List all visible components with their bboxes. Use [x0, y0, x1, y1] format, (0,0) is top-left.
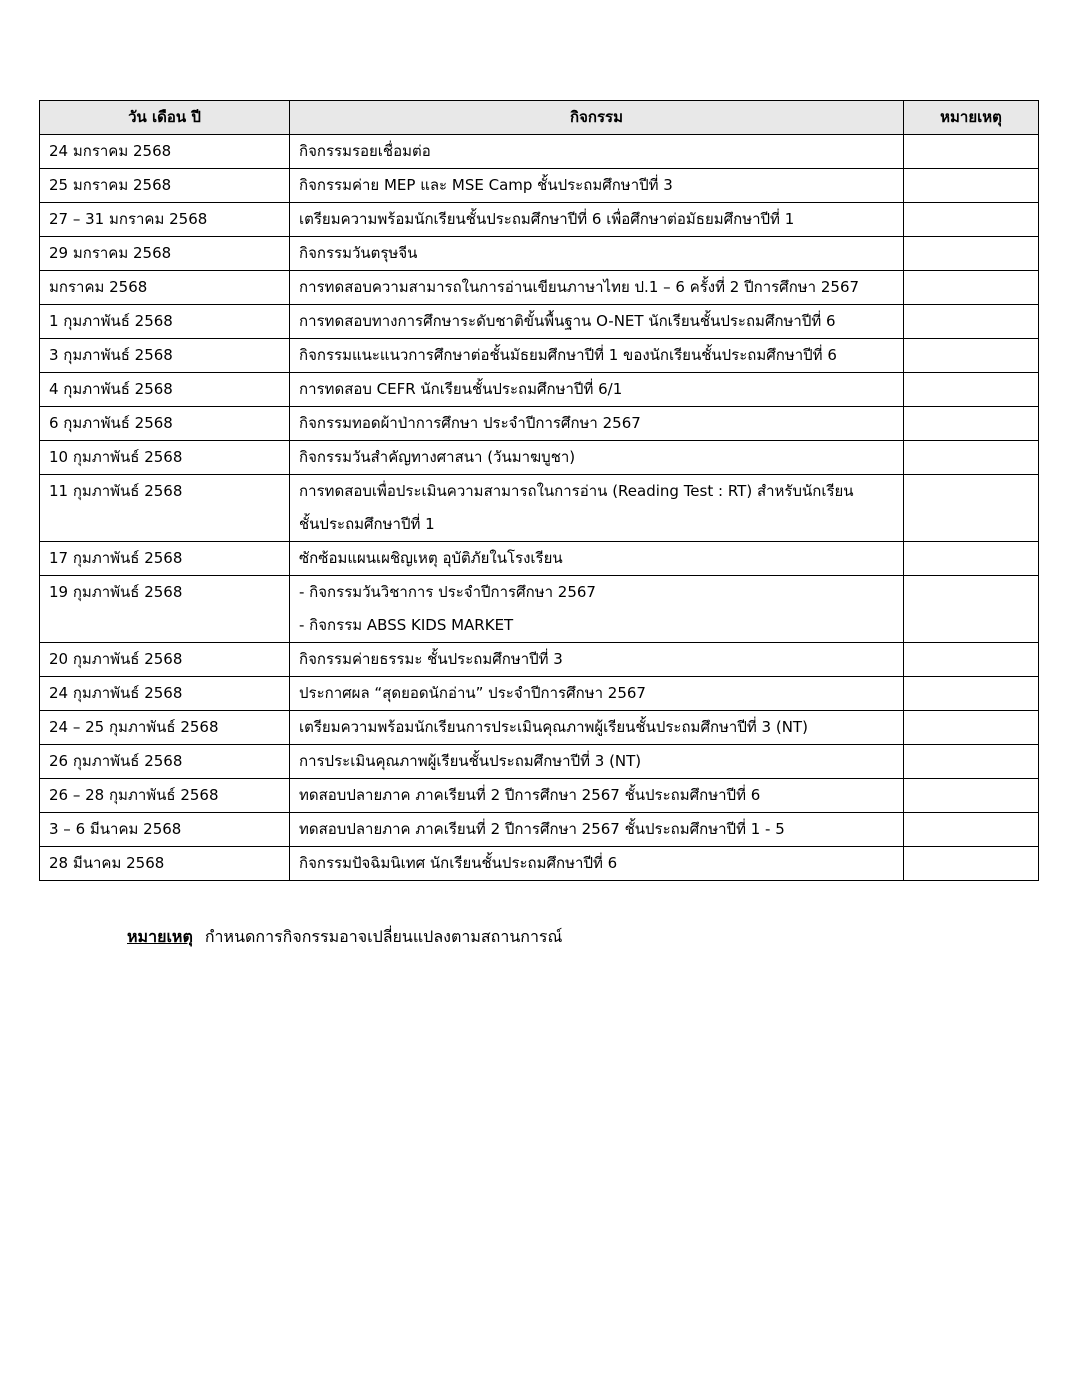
row-date: 17 กุมภาพันธ์ 2568	[40, 542, 290, 576]
row-date: 20 กุมภาพันธ์ 2568	[40, 643, 290, 677]
row-remark	[904, 169, 1039, 203]
row-remark	[904, 305, 1039, 339]
row-remark	[904, 441, 1039, 475]
table-row	[40, 643, 1039, 677]
row-activity	[290, 847, 904, 881]
activity-line: กิจกรรมวันสำคัญทางศาสนา (วันมาฆบูชา)	[299, 448, 576, 466]
row-remark	[904, 475, 1039, 542]
table-row	[40, 441, 1039, 475]
table-row	[40, 779, 1039, 813]
row-activity	[290, 203, 904, 237]
row-activity	[290, 339, 904, 373]
row-remark	[904, 203, 1039, 237]
footnote	[127, 925, 562, 950]
table-row	[40, 711, 1039, 745]
row-date: 6 กุมภาพันธ์ 2568	[40, 407, 290, 441]
row-activity	[290, 576, 904, 643]
activity-line: กิจกรรมรอยเชื่อมต่อ	[299, 142, 431, 160]
table-row	[40, 271, 1039, 305]
row-date: 29 มกราคม 2568	[40, 237, 290, 271]
row-activity	[290, 271, 904, 305]
table-row	[40, 135, 1039, 169]
row-activity	[290, 135, 904, 169]
row-activity	[290, 711, 904, 745]
table-header-row	[40, 101, 1039, 135]
table-row	[40, 542, 1039, 576]
header-remark: หมายเหตุ	[904, 101, 1039, 135]
row-date: 26 กุมภาพันธ์ 2568	[40, 745, 290, 779]
row-date: 24 กุมภาพันธ์ 2568	[40, 677, 290, 711]
row-activity	[290, 407, 904, 441]
row-date: 28 มีนาคม 2568	[40, 847, 290, 881]
row-remark	[904, 779, 1039, 813]
row-date: 19 กุมภาพันธ์ 2568	[40, 576, 290, 643]
row-remark	[904, 643, 1039, 677]
row-date: 3 กุมภาพันธ์ 2568	[40, 339, 290, 373]
activity-line: - กิจกรรมวันวิชาการ ประจำปีการศึกษา 2567	[299, 583, 596, 601]
activity-line: กิจกรรมปัจฉิมนิเทศ นักเรียนชั้นประถมศึกษาปีที่ 6	[299, 854, 618, 872]
activity-line: การทดสอบทางการศึกษาระดับชาติขั้นพื้นฐาน O-NET นักเรียนชั้นประถมศึกษาปีที่ 6	[299, 312, 836, 330]
row-date: 24 – 25 กุมภาพันธ์ 2568	[40, 711, 290, 745]
table-row	[40, 169, 1039, 203]
row-date: 24 มกราคม 2568	[40, 135, 290, 169]
activity-line: กิจกรรมค่าย MEP และ MSE Camp ชั้นประถมศึกษาปีที่ 3	[299, 176, 673, 194]
header-date: วัน เดือน ปี	[40, 101, 290, 135]
activity-line: การทดสอบความสามารถในการอ่านเขียนภาษาไทย ป.1 – 6 ครั้งที่ 2 ปีการศึกษา 2567	[299, 278, 860, 296]
activity-line: ชั้นประถมศึกษาปีที่ 1	[299, 515, 435, 533]
row-remark	[904, 542, 1039, 576]
activity-line: กิจกรรมแนะแนวการศึกษาต่อชั้นมัธยมศึกษาปีที่ 1 ของนักเรียนชั้นประถมศึกษาปีที่ 6	[299, 346, 837, 364]
row-date: 11 กุมภาพันธ์ 2568	[40, 475, 290, 542]
activity-line: การทดสอบ CEFR นักเรียนชั้นประถมศึกษาปีที่ 6/1	[299, 380, 623, 398]
row-date: 10 กุมภาพันธ์ 2568	[40, 441, 290, 475]
row-activity	[290, 373, 904, 407]
row-remark	[904, 576, 1039, 643]
row-remark	[904, 711, 1039, 745]
row-activity	[290, 677, 904, 711]
row-activity	[290, 813, 904, 847]
table-row	[40, 305, 1039, 339]
row-date: มกราคม 2568	[40, 271, 290, 305]
activity-line: กิจกรรมค่ายธรรมะ ชั้นประถมศึกษาปีที่ 3	[299, 650, 563, 668]
activity-line: กิจกรรมทอดผ้าป่าการศึกษา ประจำปีการศึกษา 2567	[299, 414, 641, 432]
row-date: 26 – 28 กุมภาพันธ์ 2568	[40, 779, 290, 813]
row-activity	[290, 169, 904, 203]
row-activity	[290, 542, 904, 576]
row-date: 27 – 31 มกราคม 2568	[40, 203, 290, 237]
footnote-text: กำหนดการกิจกรรมอาจเปลี่ยนแปลงตามสถานการณ์	[204, 927, 563, 946]
row-remark	[904, 745, 1039, 779]
activity-line: ซักซ้อมแผนเผชิญเหตุ อุบัติภัยในโรงเรียน	[299, 549, 563, 567]
table-row	[40, 203, 1039, 237]
header-activity: กิจกรรม	[290, 101, 904, 135]
row-date: 4 กุมภาพันธ์ 2568	[40, 373, 290, 407]
activity-schedule-table	[39, 100, 1039, 881]
activity-line: เตรียมความพร้อมนักเรียนชั้นประถมศึกษาปีที่ 6 เพื่อศึกษาต่อมัธยมศึกษาปีที่ 1	[299, 210, 795, 228]
table-row	[40, 847, 1039, 881]
row-remark	[904, 339, 1039, 373]
activity-line: ประกาศผล “สุดยอดนักอ่าน” ประจำปีการศึกษา 2567	[299, 684, 646, 702]
row-remark	[904, 847, 1039, 881]
row-activity	[290, 441, 904, 475]
row-date: 1 กุมภาพันธ์ 2568	[40, 305, 290, 339]
row-activity	[290, 305, 904, 339]
activity-line: เตรียมความพร้อมนักเรียนการประเมินคุณภาพผู้เรียนชั้นประถมศึกษาปีที่ 3 (NT)	[299, 718, 808, 736]
activity-line: ทดสอบปลายภาค ภาคเรียนที่ 2 ปีการศึกษา 2567 ชั้นประถมศึกษาปีที่ 6	[299, 786, 761, 804]
row-remark	[904, 813, 1039, 847]
row-remark	[904, 135, 1039, 169]
row-remark	[904, 237, 1039, 271]
table-row	[40, 677, 1039, 711]
table-row	[40, 576, 1039, 643]
table-row	[40, 475, 1039, 542]
row-activity	[290, 237, 904, 271]
row-remark	[904, 407, 1039, 441]
row-remark	[904, 373, 1039, 407]
table-row	[40, 339, 1039, 373]
activity-line: การทดสอบเพื่อประเมินความสามารถในการอ่าน (Reading Test : RT) สำหรับนักเรียน	[299, 482, 854, 500]
activity-line: การประเมินคุณภาพผู้เรียนชั้นประถมศึกษาปีที่ 3 (NT)	[299, 752, 642, 770]
table-row	[40, 237, 1039, 271]
activity-line: ทดสอบปลายภาค ภาคเรียนที่ 2 ปีการศึกษา 2567 ชั้นประถมศึกษาปีที่ 1 - 5	[299, 820, 785, 838]
table-row	[40, 813, 1039, 847]
row-date: 3 – 6 มีนาคม 2568	[40, 813, 290, 847]
table-row	[40, 373, 1039, 407]
footnote-label: หมายเหตุ	[127, 927, 193, 946]
row-activity	[290, 779, 904, 813]
row-remark	[904, 677, 1039, 711]
row-activity	[290, 745, 904, 779]
activity-line: กิจกรรมวันตรุษจีน	[299, 244, 418, 262]
row-activity	[290, 643, 904, 677]
table-row	[40, 407, 1039, 441]
activity-line: - กิจกรรม ABSS KIDS MARKET	[299, 616, 514, 634]
row-activity	[290, 475, 904, 542]
table-body	[40, 135, 1039, 881]
table-row	[40, 745, 1039, 779]
row-remark	[904, 271, 1039, 305]
row-date: 25 มกราคม 2568	[40, 169, 290, 203]
